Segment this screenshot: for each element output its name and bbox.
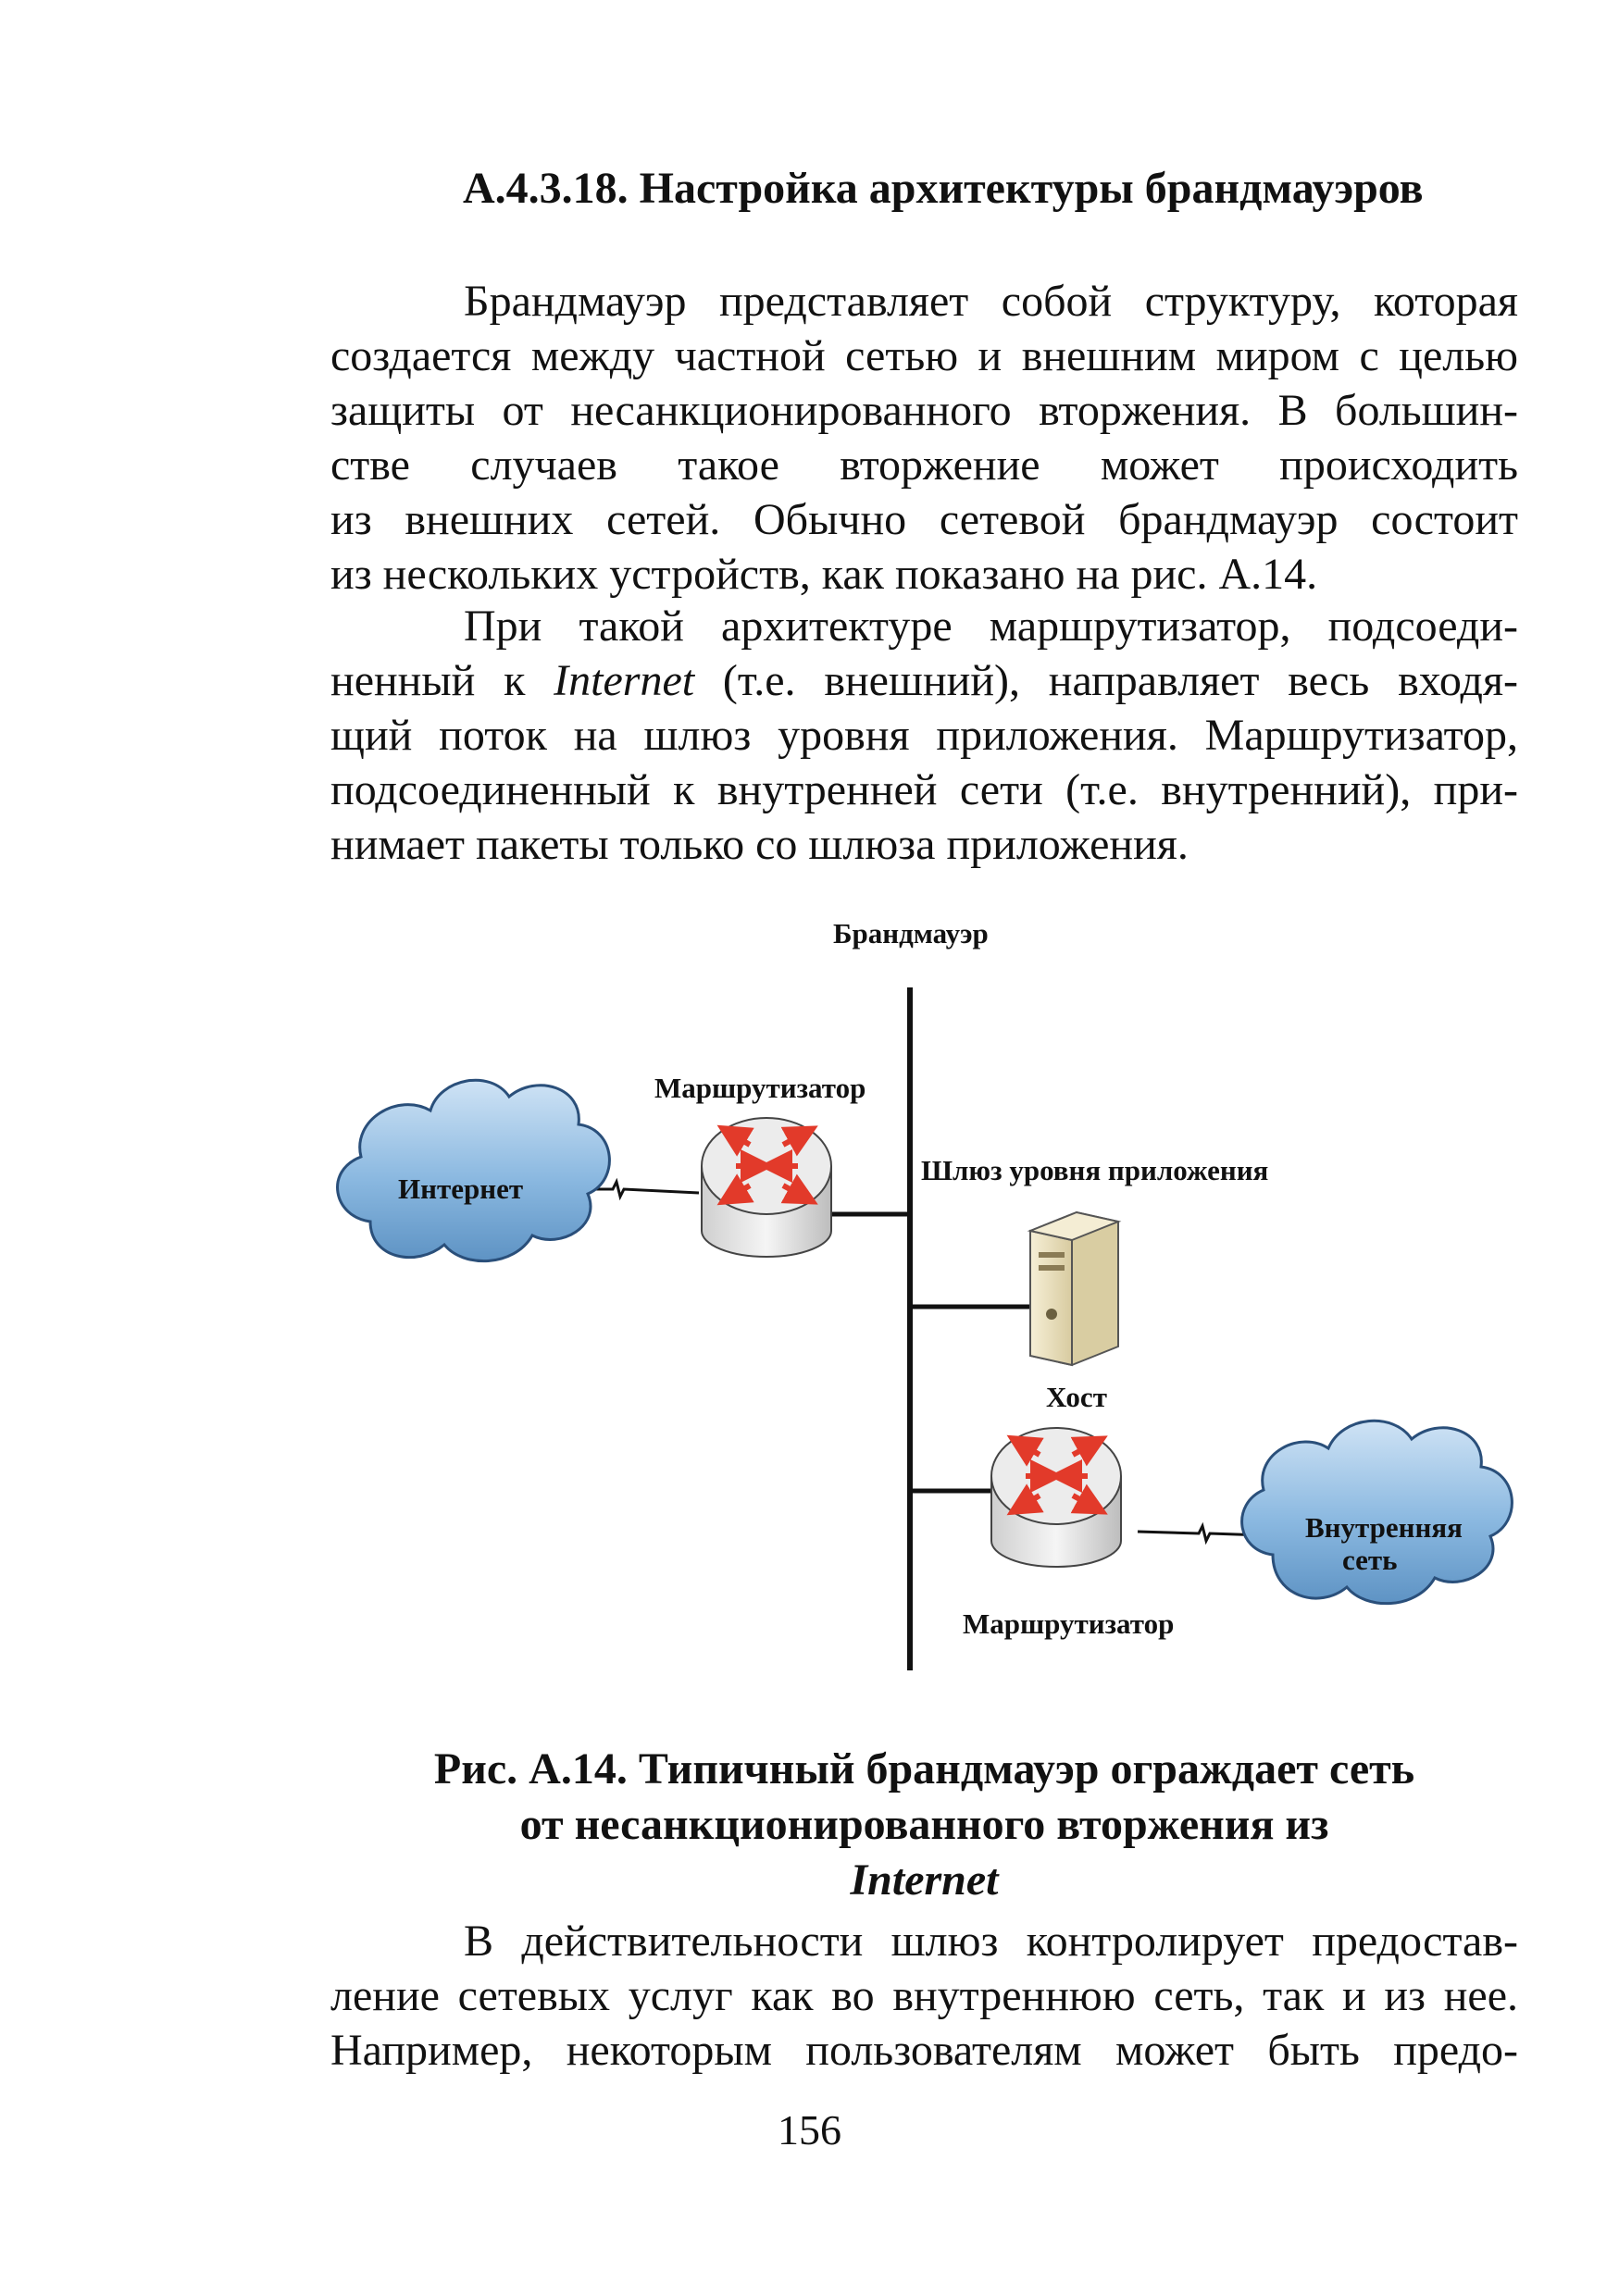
- text-line: из нескольких устройств, как показано на рис. А.14.: [330, 550, 1318, 599]
- section-title: А.4.3.18. Настройка архитектуры брандмауэров: [463, 164, 1424, 213]
- text-line: щий поток на шлюз уровня приложения. Маршрутизатор,: [330, 711, 1518, 760]
- text-fragment: ненный к: [330, 656, 554, 705]
- firewall-label: Брандмауэр: [833, 917, 989, 949]
- text-line: нимает пакеты только со шлюза приложения.: [330, 820, 1189, 869]
- text-line: из внешних сетей. Обычно сетевой брандмауэр состоит: [330, 495, 1518, 544]
- paragraph-1: [330, 274, 1518, 602]
- router-top-icon: [702, 1118, 831, 1257]
- text-line: создается между частной сетью и внешним миром с целью: [330, 331, 1518, 380]
- router-bottom-icon: [991, 1428, 1121, 1567]
- caption-line: Рис. А.14. Типичный брандмауэр ограждает сеть: [433, 1744, 1415, 1793]
- internet-term: Internet: [850, 1855, 999, 1905]
- text-line: Брандмауэр представляет собой структуру, которая: [464, 277, 1518, 326]
- firewall-diagram: [315, 902, 1592, 1707]
- diagram-graphics: [315, 902, 1592, 1707]
- host-server-icon: [1030, 1212, 1118, 1365]
- internet-label: Интернет: [398, 1173, 524, 1205]
- router-bottom-label: Маршрутизатор: [963, 1607, 1175, 1640]
- figure-caption: [330, 1742, 1518, 1908]
- text-line: стве случаев такое вторжение может происходить: [330, 441, 1518, 490]
- text-line: Например, некоторым пользователям может быть предо-: [330, 2026, 1518, 2075]
- internet-term: Internet: [554, 656, 695, 705]
- caption-line: [330, 1797, 1518, 1908]
- text-line: [330, 653, 1518, 708]
- text-fragment: (т.е. внешний), направляет весь входя-: [694, 656, 1519, 705]
- gateway-label: Шлюз уровня приложения: [921, 1154, 1269, 1186]
- page-number: 156: [778, 2106, 841, 2153]
- paragraph-3: [330, 1914, 1518, 2078]
- text-line: При такой архитектуре маршрутизатор, подсоеди-: [464, 602, 1518, 651]
- paragraph-2: [330, 599, 1518, 872]
- host-label: Хост: [1046, 1381, 1107, 1413]
- inner-network-label-line2: сеть: [1342, 1544, 1398, 1576]
- caption-fragment: от несанкционированного вторжения из: [519, 1800, 1329, 1849]
- internet-cloud-icon: [338, 1080, 610, 1260]
- text-line: защиты от несанкционированного вторжения. В большин-: [330, 386, 1518, 435]
- router-top-label: Маршрутизатор: [654, 1072, 866, 1104]
- text-line: ление сетевых услуг как во внутреннюю сеть, так и из нее.: [330, 1971, 1518, 2020]
- text-line: В действительности шлюз контролирует предостав-: [464, 1917, 1518, 1966]
- text-line: подсоединенный к внутренней сети (т.е. внутренний), при-: [330, 765, 1518, 814]
- inner-network-label-line1: Внутренняя: [1305, 1511, 1463, 1544]
